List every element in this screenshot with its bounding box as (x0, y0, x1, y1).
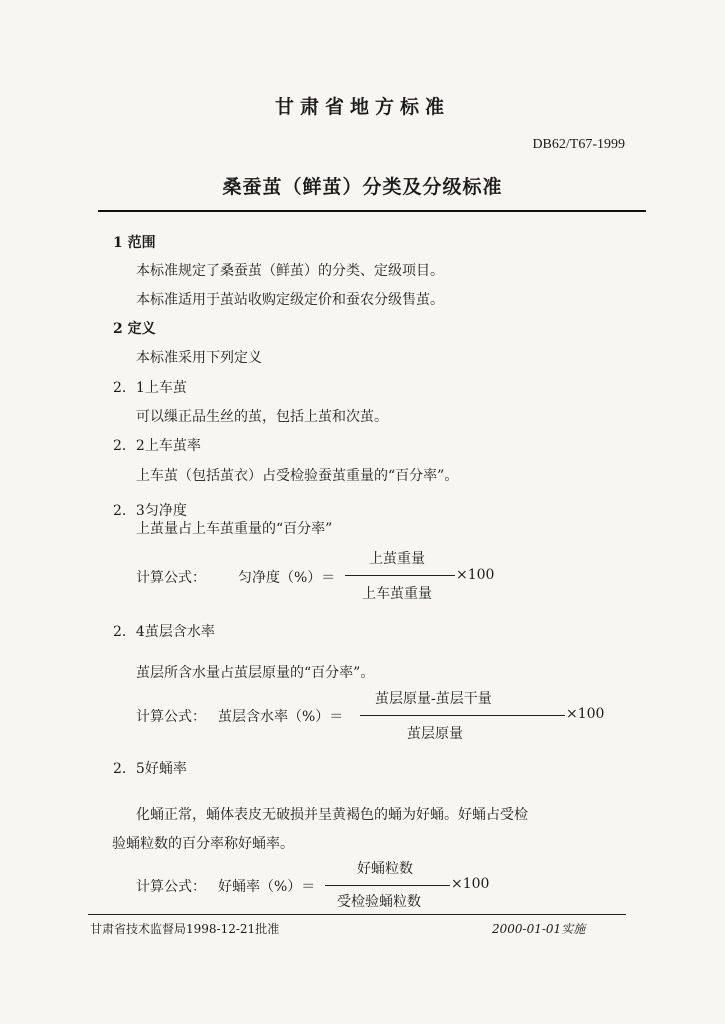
section-2-heading: 2 定义 (113, 321, 156, 337)
section-2-5-paragraph-1: 化蛹正常，蛹体表皮无破损并呈黄褐色的蛹为好蛹。好蛹占受检 (136, 807, 528, 823)
fraction-2-5 (325, 858, 450, 918)
section-2-4-heading: 2．4茧层含水率 (113, 624, 215, 640)
denominator-2-5: 受检验蛹粒数 (337, 894, 421, 910)
section-2-2-heading: 2．2上车茧率 (113, 438, 201, 454)
formula-label-2-3: 计算公式： (136, 570, 206, 586)
section-2-2-paragraph: 上车茧（包括茧衣）占受检验蚕茧重量的“百分率”。 (136, 468, 459, 484)
numerator-2-3: 上茧重量 (369, 551, 425, 567)
formula-lhs-2-4: 茧层含水率（%）＝ (218, 709, 344, 725)
formula-label-2-4: 计算公式： (136, 709, 206, 725)
section-1-paragraph-2: 本标准适用于茧站收购定级定价和蚕农分级售茧。 (136, 292, 444, 308)
section-2-3-heading: 2．3匀净度 (113, 503, 187, 519)
section-2-5-paragraph-2: 验蛹粒数的百分率称好蛹率。 (112, 836, 294, 852)
section-2-paragraph: 本标准采用下列定义 (136, 350, 262, 366)
section-2-3-paragraph: 上茧量占上车茧重量的“百分率” (136, 521, 333, 537)
formula-lhs-2-5: 好蛹率（%）＝ (218, 879, 316, 895)
section-2-1-heading: 2．1上车茧 (113, 380, 187, 396)
section-2-5-heading: 2．5好蛹率 (113, 761, 187, 777)
standard-header: 甘肃省地方标准 (274, 96, 450, 118)
title-rule (98, 210, 646, 212)
fraction-bar-2-5 (325, 885, 450, 886)
numerator-2-4: 茧层原量-茧层干量 (375, 691, 492, 707)
approval-note: 甘肃省技术监督局1998-12-21批准 (90, 922, 280, 936)
formula-label-2-5: 计算公式： (136, 879, 206, 895)
section-1-heading: 1 范围 (113, 235, 156, 251)
fraction-2-4 (360, 688, 565, 748)
section-1-paragraph-1: 本标准规定了桑蚕茧（鲜茧）的分类、定级项目。 (136, 263, 444, 279)
multiplier-2-3: ×100 (456, 567, 495, 583)
numerator-2-5: 好蛹粒数 (357, 861, 413, 877)
fraction-bar-2-3 (345, 575, 455, 576)
denominator-2-3: 上车茧重量 (362, 586, 432, 602)
formula-lhs-2-3: 匀净度（%）＝ (238, 570, 336, 586)
document-number: DB62/T67-1999 (532, 137, 625, 152)
section-2-1-paragraph: 可以缫正品生丝的茧，包括上茧和次茧。 (136, 409, 388, 425)
denominator-2-4: 茧层原量 (407, 726, 463, 742)
footer-rule (88, 914, 626, 915)
implementation-date: 2000-01-01实施 (492, 922, 586, 936)
multiplier-2-4: ×100 (566, 706, 605, 722)
section-2-4-paragraph: 茧层所含水量占茧层原量的“百分率”。 (136, 665, 375, 681)
document-title: 桑蚕茧（鲜茧）分类及分级标准 (222, 176, 503, 198)
fraction-bar-2-4 (360, 715, 565, 716)
multiplier-2-5: ×100 (451, 876, 490, 892)
fraction-2-3 (345, 548, 455, 608)
